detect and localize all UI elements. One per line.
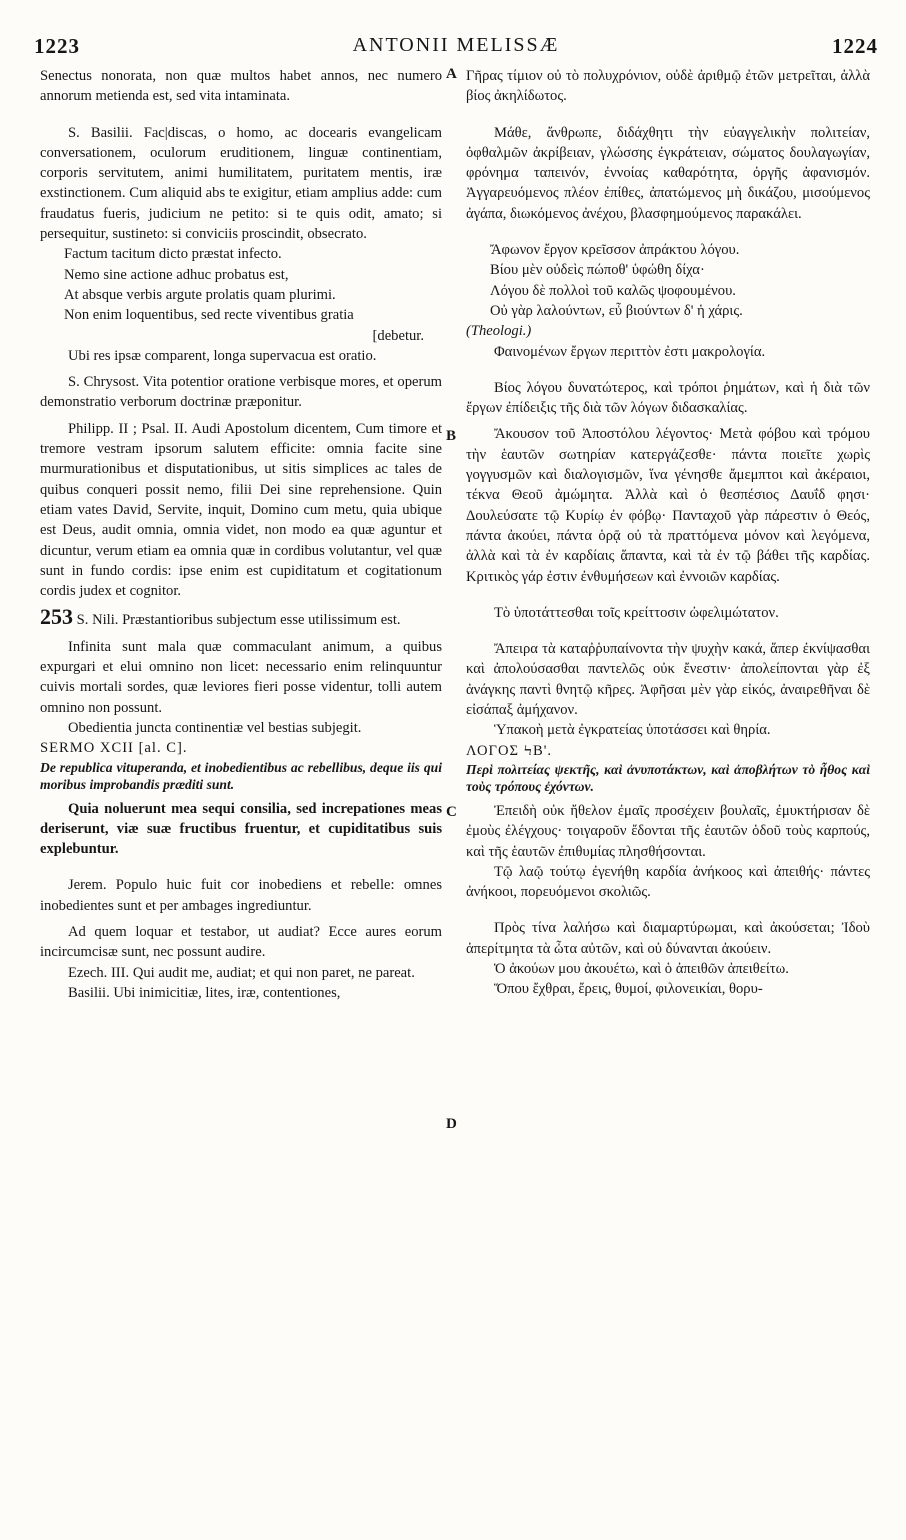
margin-letter-d: D [446,1116,457,1132]
greek-paragraph: Πρὸς τίνα λαλήσω καὶ διαμαρτύρωμαι, καὶ ἀκούσεται; Ἰδοὺ ἀπερίτμητα τὰ ὦτα αὐτῶν, καὶ οὐ δύνανται ἀκούειν. [466,920,870,957]
greek-verse: Οὐ γὰρ λαλούντων, εὖ βιούντων δ' ἡ χάρις. [490,302,743,319]
latin-paragraph-253 [40,604,442,630]
greek-paragraph: Ὅπου ἔχθραι, ἔρεις, θυμοί, φιλονεικίαι, θορυ- [494,981,763,998]
latin-paragraph: Quia noluerunt mea sequi consilia, sed increpationes meas deriserunt, viæ suæ fructibus fruentur, et cupiditatibus suis explebuntur. [40,800,442,858]
greek-paragraph: Ἄπειρα τὰ καταῤῥυπαίνοντα τὴν ψυχὴν κακά, ἅπερ ἐκνίψασθαι καὶ ἀπολούσασθαι παντελῶς οὐκ ἔνεστιν· ἀπολείπονται γὰρ ἐξ ἀνάγκης παντὶ θνητῷ κῆρες. Ἀφῆσαι μὲν γὰρ εἰκός, ἀναιρεθῆναι δὲ εἰσάπαξ ἀμήχανον. [466,641,870,719]
section-number: 253 [40,604,73,630]
margin-letter-a: A [446,66,457,82]
greek-paragraph: Φαινομένων ἔργων περιττὸν ἐστι μακρολογία. [494,343,766,360]
latin-verse: Nemo sine actione adhuc probatus est, [64,266,289,283]
latin-verse: Factum tacitum dicto præstat infecto. [64,246,282,263]
latin-paragraph: Obedientia juncta continentiæ vel bestias subjegit. [68,719,362,736]
latin-paragraph: Ad quem loquar et testabor, ut audiat? Ecce aures eorum incircumcisæ sunt, nec possunt audire. [40,923,442,961]
sermo-rubric: De republica vituperanda, et inobedientibus ac rebellibus, deque iis qui moribus improbandis præditi sunt. [40,759,442,792]
greek-column [466,66,870,1000]
running-title: ANTONII MELISSÆ [352,34,560,56]
latin-paragraph-text: S. Nili. Præstantioribus subjectum esse utilissimum est. [76,612,401,629]
page-header [34,34,878,68]
greek-paragraph: Ἄκουσον τοῦ Ἀποστόλου λέγοντος· Μετὰ φόβου καὶ τρόμου τὴν ἑαυτῶν σωτηρίαν κατεργάζεσθε· πάντα ποιεῖτε χωρὶς γογγυσμῶν καὶ διαλογισμῶν, ἵνα γένησθε ἄμεμπτοι καὶ ἀκέραιοι, τέκνα Θεοῦ ἀμώμητα. Ἀλλὰ καὶ ὁ θεσπέσιος Δαυΐδ φησι· Δουλεύσατε τῷ Κυρίῳ ἐν φόβῳ· Πανταχοῦ γὰρ πάρεστιν ὁ Θεός, πάντα ἀκούει, πάντα ὁρᾷ οὐ τὰ πραττόμενα μόνον καὶ λεγόμενα, ἀλλὰ καὶ τὰ ἐν καρδίαις ἅπαντα, καὶ τὰ ἐν τῷ βάθει τῆς καρδίας. Κριτικὸς γάρ ἐστιν ἐνθυμήσεων καὶ ἐννοιῶν καρδίας. [466,426,870,585]
latin-paragraph: Philipp. II ; Psal. II. Audi Apostolum dicentem, Cum timore et tremore vestram ipsorum salutem efficite: omnia facite sine murmurationibus et disputationibus, ut sitis simplices ac tales de quibus conqueri possit nemo, filii Dei sine reprehensione. Quin etiam vates David, Servite, inquit, Domino cum metu, quia ubique est Deus, audit omnia, omnia videt, non modo ea quæ aguntur et dicuntur, verum etiam ea omnia quæ in cordibus volutantur, vel quæ sunt in fundo cordis: ipse enim est cupiditatum et cogitationum cordis judex et cognitor. [40,420,442,600]
greek-verse: Ἄφωνον ἔργον κρεῖσσον ἀπράκτου λόγου. [490,242,740,259]
latin-verse: At absque verbis argute prolatis quam plurimi. [64,286,336,303]
latin-paragraph: Ezech. III. Qui audit me, audiat; et qui non paret, ne pareat. [68,964,415,981]
greek-paragraph: Τὸ ὑποτάττεσθαι τοῖς κρείττοσιν ὠφελιμώτατον. [494,604,779,621]
verse-source: (Theologi.) [466,323,532,340]
greek-verse: Βίου μὲν οὐδεὶς πώποθ' ὑφώθη δίχα· [490,262,705,279]
sermo-heading: SERMO XCII [al. C]. [40,740,188,757]
greek-paragraph: Ὁ ἀκούων μου ἀκουέτω, καὶ ὁ ἀπειθῶν ἀπειθείτω. [494,960,789,977]
latin-paragraph: Infinita sunt mala quæ commaculant animum, a quibus expurgari et elui omnino non licet: necessario enim relinquuntur cuivis mortali sordes, quæ leviores fieri posse videntur, tolli autem omnino non possunt. [40,638,442,716]
greek-paragraph: Γῆρας τίμιον οὐ τὸ πολυχρόνιον, οὐδὲ ἀριθμῷ ἐτῶν μετρεῖται, ἀλλὰ βίος ἀκηλίδωτος. [466,68,870,105]
logos-heading: ΛΟΓΟΣ ϞΒ'. [466,742,553,759]
latin-verse: [debetur. [372,327,424,344]
latin-paragraph: Ubi res ipsæ comparent, longa supervacua est oratio. [68,347,377,364]
latin-verse: Non enim loquentibus, sed recte viventibus gratia [64,307,354,324]
page-number-left: 1223 [34,34,80,58]
greek-verse: Λόγου δὲ πολλοὶ τοῦ καλῶς ψοφουμένου. [490,282,736,299]
logos-rubric: Περὶ πολιτείας ψεκτῆς, καὶ ἀνυποτάκτων, καὶ ἀποβλήτων τὸ ἦθος καὶ τοὺς τρόπους ἐχόντων. [466,761,870,794]
greek-paragraph: Τῷ λαῷ τούτῳ ἐγενήθη καρδία ἀνήκοος καὶ ἀπειθής· πάντες ἀνήκοοι, πορευόμενοι σκολιῶς. [466,863,870,901]
latin-paragraph: Jerem. Populo huic fuit cor inobediens et rebelle: omnes inobedientes sunt et per ambages ingrediuntur. [40,877,442,914]
margin-letter-b: B [446,428,457,444]
page-number-right: 1224 [832,34,878,58]
greek-paragraph: Ἐπειδὴ οὐκ ἤθελον ἐμαῖς προσέχειν βουλαῖς, ἐμυκτήρισαν δὲ ἐμοὺς ἐλέγχους· τοιγαροῦν ἔδονται τῆς ἑαυτῶν ὁδοῦ τοὺς καρπούς, καὶ τῆς ἑαυτῶν ἐπιθυμίας πλησθήσονται. [466,802,870,860]
latin-paragraph: S. Chrysost. Vita potentior oratione verbisque mores, et operum demonstratio verborum doctrinæ præponitur. [40,374,442,411]
greek-paragraph: Ὑπακοὴ μετὰ ἐγκρατείας ὑποτάσσει καὶ θηρία. [494,722,771,739]
latin-paragraph: S. Basilii. Fac|discas, o homo, ac docearis evangelicam conversationem, oculorum eruditionem, linguæ continentiam, corporis servitutem, animi humilitatem, puritatem mentis, iræ exstinctionem. Cum aliquid abs te exigitur, etiam amplius adde: cum fraudatus fueris, judicium ne petito: si te quis odit, amato; si persequitur, sustineto: si conviciis proscindit, obsecrato. [40,124,442,243]
latin-paragraph: Basilii. Ubi inimicitiæ, lites, iræ, contentiones, [68,984,341,1001]
latin-column [40,66,442,1003]
greek-paragraph: Μάθε, ἄνθρωπε, διδάχθητι τὴν εὐαγγελικὴν πολιτείαν, ὀφθαλμῶν ἀκρίβειαν, γλώσσης ἐγκράτειαν, σώματος δουλαγωγίαν, φρόνημα ταπεινόν, ἐννοίας καθαρότητα, ὀργῆς ἀφανισμόν. Ἀγγαρευόμενος πλέον ἐπίθες, ἀπατώμενος μὴ δικάζου, μισούμενος ἀγάπα, διωκόμενος ἀνέχου, βλασφημούμενος παρακάλει. [466,124,870,222]
latin-paragraph: Senectus nonorata, non quæ multos habet annos, nec numero annorum metienda est, sed vita intaminata. [40,68,442,105]
greek-paragraph: Βίος λόγου δυνατώτερος, καὶ τρόποι ῥημάτων, καὶ ἡ διὰ τῶν ἔργων ἐπίδειξις τῆς διὰ τῶν λόγων διδασκαλίας. [466,379,870,417]
margin-letter-c: C [446,804,457,820]
